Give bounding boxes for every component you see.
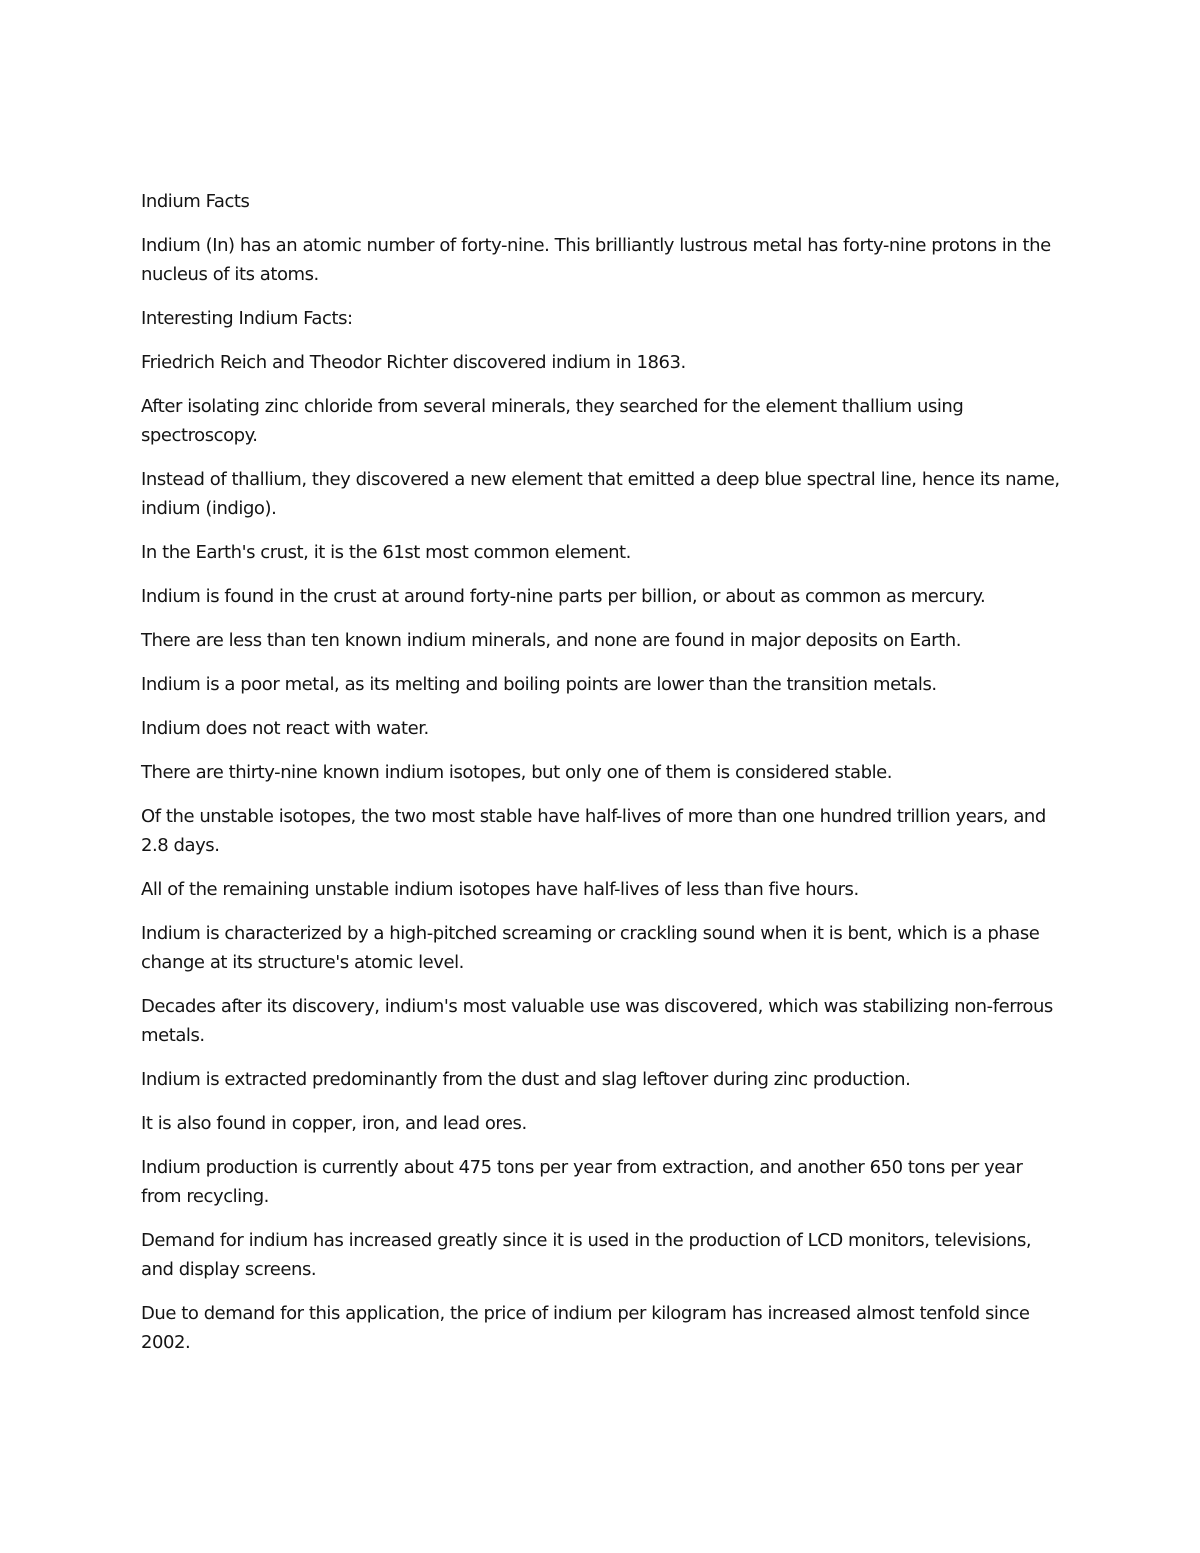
paragraph: Friedrich Reich and Theodor Richter discovered indium in 1863. — [141, 352, 686, 373]
paragraph-intro: Indium (In) has an atomic number of forty-nine. This brilliantly lustrous metal has forty-nine protons in the nucleus of its atoms. — [141, 235, 1051, 285]
paragraph: Indium is characterized by a high-pitched screaming or crackling sound when it is bent, which is a phase change at its structure's atomic level. — [141, 923, 1040, 973]
document-body — [141, 187, 1066, 1372]
paragraph: Decades after its discovery, indium's most valuable use was discovered, which was stabilizing non-ferrous metals. — [141, 996, 1053, 1046]
paragraph: Indium production is currently about 475 tons per year from extraction, and another 650 tons per year from recycling. — [141, 1157, 1023, 1207]
paragraph: Demand for indium has increased greatly since it is used in the production of LCD monitors, televisions, and display screens. — [141, 1230, 1032, 1280]
paragraph: Indium does not react with water. — [141, 718, 429, 739]
paragraph: There are thirty-nine known indium isotopes, but only one of them is considered stable. — [141, 762, 893, 783]
section-heading: Interesting Indium Facts: — [141, 308, 353, 329]
document-title: Indium Facts — [141, 191, 250, 212]
paragraph: Instead of thallium, they discovered a new element that emitted a deep blue spectral line, hence its name, indium (indigo). — [141, 469, 1060, 519]
paragraph: After isolating zinc chloride from several minerals, they searched for the element thallium using spectroscopy. — [141, 396, 964, 446]
paragraph: Indium is a poor metal, as its melting and boiling points are lower than the transition metals. — [141, 674, 937, 695]
paragraph: Indium is extracted predominantly from the dust and slag leftover during zinc production. — [141, 1069, 911, 1090]
paragraph: Of the unstable isotopes, the two most stable have half-lives of more than one hundred trillion years, and 2.8 days. — [141, 806, 1046, 856]
paragraph: All of the remaining unstable indium isotopes have half-lives of less than five hours. — [141, 879, 859, 900]
paragraph: Indium is found in the crust at around forty-nine parts per billion, or about as common as mercury. — [141, 586, 986, 607]
paragraph: In the Earth's crust, it is the 61st most common element. — [141, 542, 631, 563]
paragraph: There are less than ten known indium minerals, and none are found in major deposits on Earth. — [141, 630, 961, 651]
paragraph: Due to demand for this application, the price of indium per kilogram has increased almost tenfold since 2002. — [141, 1303, 1030, 1353]
paragraph: It is also found in copper, iron, and lead ores. — [141, 1113, 527, 1134]
